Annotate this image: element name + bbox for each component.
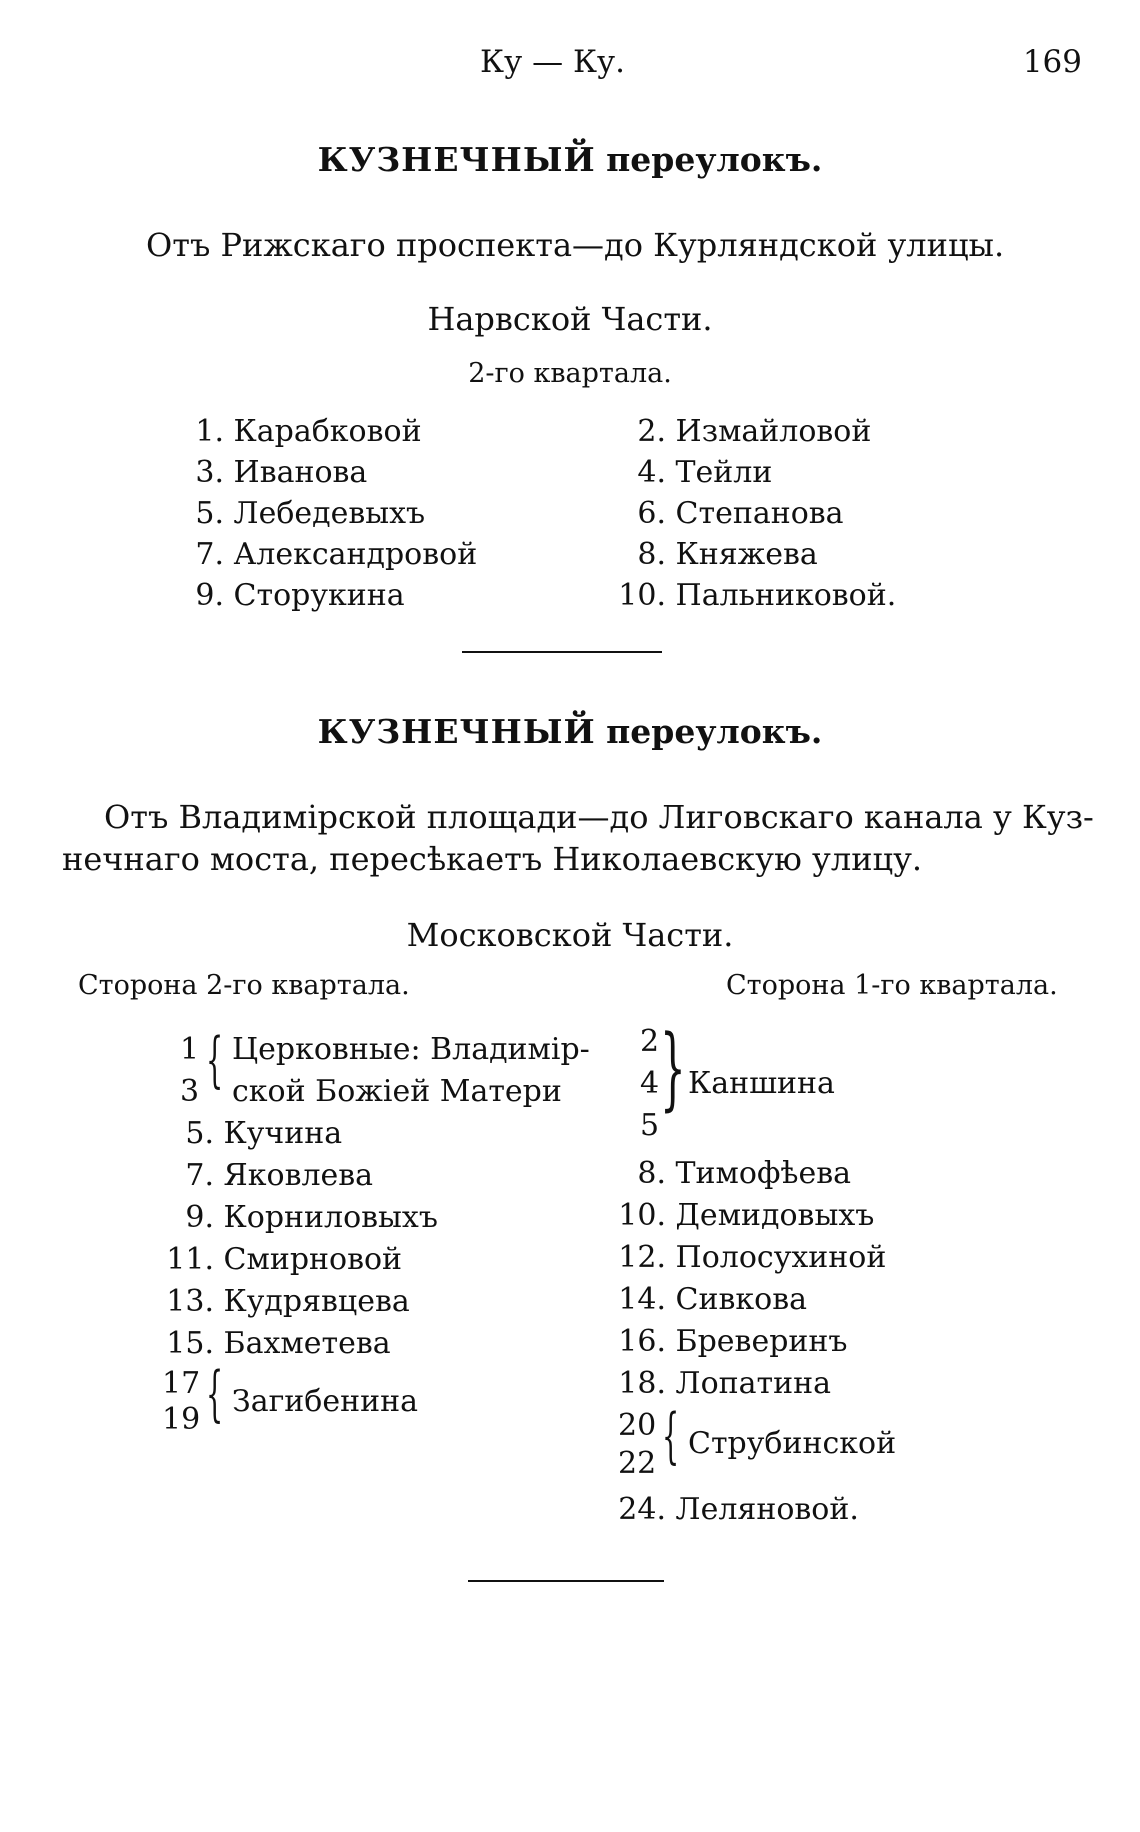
list-item-number: 19 — [162, 1402, 201, 1437]
list-item-name: Сторукина — [233, 578, 405, 613]
list-item-name: Полосухиной — [675, 1240, 887, 1275]
brace-icon: { — [662, 1401, 680, 1471]
list-item-number: 24. — [618, 1492, 666, 1527]
list-item-name: Бахметева — [223, 1326, 391, 1361]
list-item-number: 11. — [166, 1242, 214, 1277]
list-item — [150, 1200, 438, 1235]
list-item-name: Лопатина — [675, 1366, 831, 1401]
page-number: 169 — [1022, 44, 1082, 80]
list-item-number: 18. — [618, 1366, 666, 1401]
list-item — [610, 496, 844, 531]
list-item — [610, 1240, 886, 1275]
section1-title-bold: КУЗНЕЧНЫЙ — [317, 140, 596, 179]
list-item-name: Сивкова — [675, 1282, 807, 1317]
section1-route: Отъ Рижскаго проспекта—до Курляндской улицы. — [146, 226, 1005, 264]
list-item — [150, 1116, 342, 1151]
list-item — [610, 455, 772, 490]
list-item-number: 2. — [637, 414, 666, 449]
list-item-name: Демидовыхъ — [675, 1198, 875, 1233]
list-item-number: 17 — [162, 1366, 201, 1401]
list-item-name: Александровой — [233, 537, 478, 572]
list-item-number: 5. — [185, 1116, 214, 1151]
list-item-name: Кучина — [223, 1116, 343, 1151]
list-item-name: Иванова — [233, 455, 368, 490]
list-item-name: Смирновой — [223, 1242, 403, 1277]
list-item-number: 8. — [637, 537, 666, 572]
list-item-number: 4 — [640, 1066, 660, 1101]
list-item-number: 5. — [195, 496, 224, 531]
list-item-name: Лебедевыхъ — [233, 496, 426, 531]
list-item-name: Бреверинъ — [675, 1324, 848, 1359]
list-item-number: 2 — [640, 1024, 660, 1059]
list-item-number: 8. — [637, 1156, 666, 1191]
list-item — [150, 1284, 410, 1319]
list-item-number: 14. — [618, 1282, 666, 1317]
section2-route-line1: Отъ Владимірской площади—до Лиговскаго канала у Куз- — [104, 798, 1094, 836]
section-divider — [462, 651, 662, 653]
list-item-number: 12. — [618, 1240, 666, 1275]
list-item-number: 9. — [185, 1200, 214, 1235]
list-item-number: 3 — [180, 1074, 200, 1109]
brace-icon: { — [206, 1359, 224, 1429]
section-divider — [468, 1580, 664, 1582]
list-item-number: 13. — [166, 1284, 214, 1319]
list-item-name: Княжева — [675, 537, 818, 572]
list-item-name: Струбинской — [688, 1426, 897, 1461]
list-item-name: Тимофѣева — [675, 1156, 852, 1191]
section2-title — [0, 712, 1140, 751]
list-item — [610, 1156, 851, 1191]
list-item-number: 15. — [166, 1326, 214, 1361]
list-item — [610, 1198, 874, 1233]
section2-title-rest: переулокъ. — [606, 712, 823, 751]
list-item — [180, 455, 367, 490]
list-item-number: 16. — [618, 1324, 666, 1359]
list-item — [150, 1326, 391, 1361]
list-item — [610, 414, 871, 449]
list-item-number: 1 — [180, 1032, 200, 1067]
side-left-heading: Сторона 2-го квартала. — [78, 970, 410, 1001]
list-item-number: 20 — [618, 1408, 657, 1443]
list-item-number: 6. — [637, 496, 666, 531]
list-item-name: Яковлева — [223, 1158, 374, 1193]
list-item-name: Тейли — [675, 455, 773, 490]
list-item-number: 10. — [618, 1198, 666, 1233]
list-item-name: Карабковой — [233, 414, 422, 449]
list-item-name: Каншина — [688, 1066, 835, 1101]
section1-title-rest: переулокъ. — [606, 140, 823, 179]
list-item — [610, 1366, 831, 1401]
list-item-number: 1. — [195, 414, 224, 449]
brace-icon: } — [660, 1016, 686, 1121]
brace-icon: { — [206, 1025, 224, 1095]
section2-title-bold: КУЗНЕЧНЫЙ — [317, 712, 596, 751]
list-item-name: Корниловыхъ — [223, 1200, 438, 1235]
list-item — [610, 537, 818, 572]
list-item-number: 10. — [618, 578, 666, 613]
list-item — [610, 578, 896, 613]
list-item-number: 3. — [195, 455, 224, 490]
side-right-heading: Сторона 1-го квартала. — [726, 970, 1058, 1001]
section1-quarter: 2-го квартала. — [468, 358, 672, 389]
list-item-number: 9. — [195, 578, 224, 613]
list-item-name: Степанова — [675, 496, 844, 531]
list-item-number: 22 — [618, 1446, 657, 1481]
list-item-number: 7. — [185, 1158, 214, 1193]
section2-route-line2: нечнаго моста, пересѣкаетъ Николаевскую улицу. — [62, 840, 923, 878]
list-item-name: ской Божіей Матери — [232, 1074, 562, 1109]
list-item-number: 7. — [195, 537, 224, 572]
list-item-name: Пальниковой. — [675, 578, 897, 613]
list-item-name: Леляновой. — [675, 1492, 859, 1527]
list-item — [180, 578, 405, 613]
list-item — [610, 1324, 847, 1359]
list-item — [180, 496, 425, 531]
section1-title — [0, 140, 1140, 179]
list-item — [610, 1282, 807, 1317]
list-item-name: Загибенина — [232, 1384, 418, 1419]
list-item — [150, 1242, 402, 1277]
list-item — [610, 1492, 859, 1527]
list-item — [180, 414, 422, 449]
list-item-number: 5 — [640, 1108, 660, 1143]
list-item-name: Измайловой — [675, 414, 872, 449]
list-item-number: 4. — [637, 455, 666, 490]
list-item — [180, 537, 477, 572]
list-item-name: Кудрявцева — [223, 1284, 410, 1319]
list-item-name: Церковные: Владимір- — [232, 1032, 590, 1067]
running-head: Ку — Ку. — [480, 44, 626, 80]
list-item — [150, 1158, 373, 1193]
section1-district: Нарвской Части. — [427, 300, 713, 338]
section2-district: Московской Части. — [406, 916, 734, 954]
